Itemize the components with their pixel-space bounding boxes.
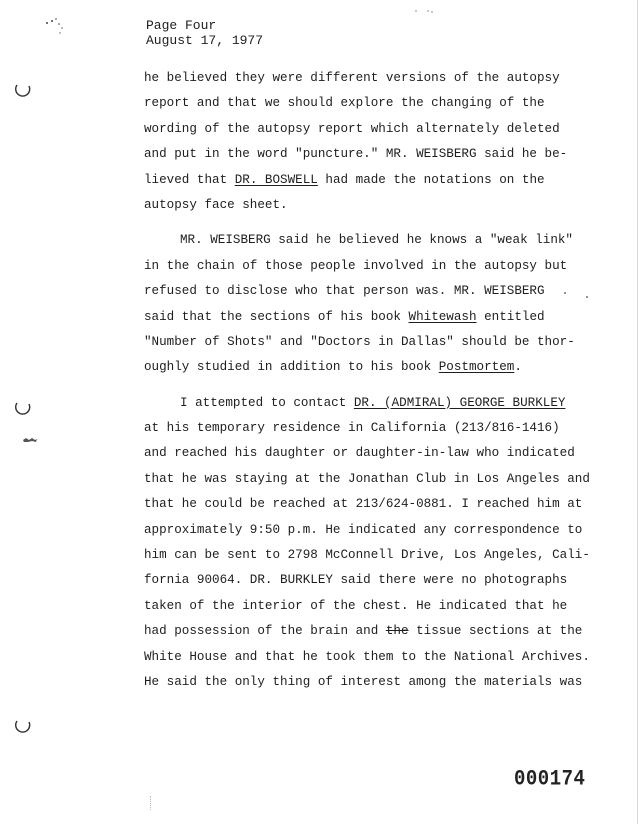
binder-hole-icon (14, 400, 32, 418)
text-line: White House and that he took them to the National Archives. (144, 649, 590, 664)
text-line: taken of the interior of the chest. He indicated that he (144, 598, 568, 613)
text-line: I attempted to contact DR. (ADMIRAL) GEORGE BURKLEY (180, 395, 566, 410)
page-header (146, 18, 263, 48)
underlined-book-title: Postmortem (438, 360, 515, 375)
document-date: August 17, 1977 (146, 33, 264, 48)
text-line: that he was staying at the Jonathan Club in Los Angeles and (144, 471, 590, 486)
text-line: at his temporary residence in California (213/816-1416) (144, 421, 560, 436)
text-line: said that the sections of his book Whitewash entitled (144, 309, 545, 324)
paragraph (144, 66, 584, 218)
document-number: 000174 (514, 766, 586, 792)
text-line: in the chain of those people involved in the autopsy but (144, 258, 568, 273)
scan-artifact (150, 796, 152, 810)
text-line: and reached his daughter or daughter-in-law who indicated (144, 446, 575, 461)
text-line: wording of the autopsy report which alternately deleted (144, 121, 560, 136)
text-line: lieved that DR. BOSWELL had made the notations on the (144, 172, 545, 187)
text-line: "Number of Shots" and "Doctors in Dallas" should be thor- (144, 334, 575, 349)
stray-mark-icon (44, 16, 66, 36)
text-line: had possession of the brain and the tissue sections at the (144, 624, 583, 639)
text-line: him can be sent to 2798 McConnell Drive, Los Angeles, Cali- (144, 548, 590, 563)
binder-hole-icon (14, 82, 32, 100)
document-body (144, 66, 590, 695)
binder-hole-icon (14, 718, 32, 736)
ink-blot-icon (22, 436, 38, 444)
text-line: report and that we should explore the changing of the (144, 96, 545, 111)
paragraph (144, 228, 584, 380)
underlined-book-title: Whitewash (408, 309, 477, 324)
text-line: he believed they were different versions of the autopsy (144, 71, 560, 85)
page-edge-shadow (637, 0, 638, 824)
text-line: fornia 90064. DR. BURKLEY said there were no photographs (144, 573, 568, 588)
page-label: Page Four (146, 18, 217, 33)
text-line: MR. WEISBERG said he believed he knows a "weak link" (180, 233, 573, 248)
paragraph (144, 391, 590, 696)
text-line: refused to disclose who that person was. MR. WEISBERG (144, 284, 545, 299)
text-line: autopsy face sheet. (144, 197, 288, 212)
stray-mark-icon (414, 8, 434, 14)
underlined-name: DR. BOSWELL (234, 172, 318, 187)
struck-word: the (385, 624, 409, 639)
text-line: He said the only thing of interest among the materials was (144, 674, 583, 689)
text-line: and put in the word "puncture." MR. WEISBERG said he be- (144, 147, 568, 162)
underlined-name: DR. (ADMIRAL) GEORGE BURKLEY (353, 395, 566, 410)
text-line: oughly studied in addition to his book Postmortem. (144, 360, 522, 375)
text-line: approximately 9:50 p.m. He indicated any correspondence to (144, 522, 583, 537)
text-line: that he could be reached at 213/624-0881. I reached him at (144, 497, 583, 512)
